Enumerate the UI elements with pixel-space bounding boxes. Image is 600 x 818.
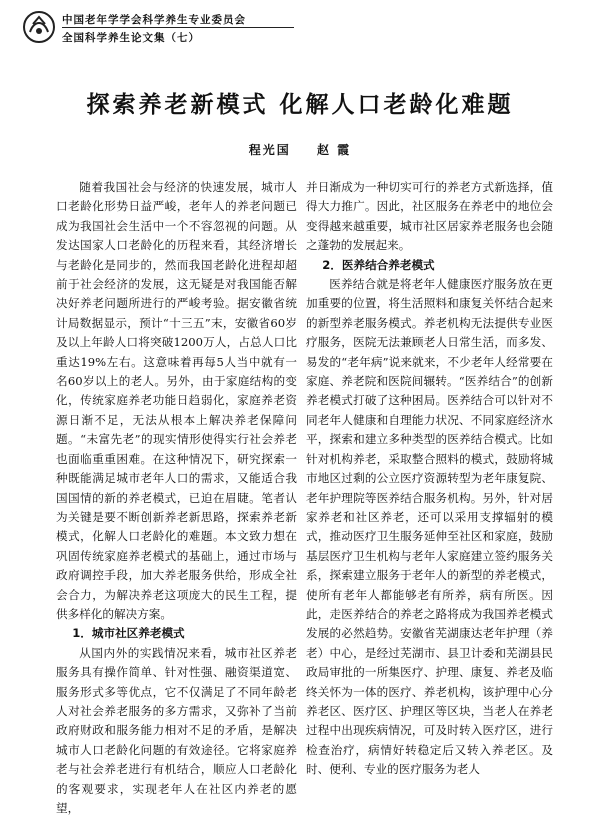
section-2-paragraph: 医养结合就是将老年人健康医疗服务放在更加重要的位置，将生活照料和康复关怀结合起来的新型养老服务模式。养老机构无法提供专业医疗服务，医院无法兼顾老人日常生活，而多发、易发的“老年病”说来就来，不少老年人经常要在家庭、养老院和医院间辗转。“医养结合”的创新养老模式打破了这种困局。医养结合可以针对不同老年人健康和自理能力状况、不同家庭经济水平，探索和建立多种类型的医养结合模式。比如针对机构养老，采取整合照料的模式，鼓励将城市地区过剩的公立医疗资源转型为老年康复院、老年护理院等医养结合服务机构。另外，针对居家养老和社区养老，还可以采用支撑辐射的模式，推动医疗卫生服务延伸至社区和家庭，鼓励基层医疗卫生机构与老年人家庭建立签约服务关系，探索建立服务于老年人的新型的养老模式，使所有老年人都能够老有所养，病有所医。因此，走医养结合的养老之路将成为我国养老模式发展的必然趋势。安徽省芜湖康达老年护理（养老）中心，是经过芜湖市、县卫计委和芜湖县民政局审批的一所集医疗、护理、康复、养老及临终关怀为一体的医疗、养老机构，该护理中心分养老区、医疗区、护理区等区块，当老人在养老过程中出现疾病情况，可及时转入医疗区，进行检查治疗，病情好转稳定后又转入养老区。及时、便利、专业的医疗服务为老人 bbox=[306, 277, 553, 777]
author-1: 程光国 bbox=[248, 143, 291, 157]
header-collection-name: 全国科学养生论文集（七） bbox=[62, 32, 200, 44]
section-heading-1: 1．城市社区养老模式 bbox=[72, 626, 185, 641]
emblem-icon bbox=[22, 10, 56, 44]
running-header bbox=[22, 8, 322, 44]
right-column bbox=[306, 178, 553, 777]
article-title: 探索养老新模式 化解人口老龄化难题 bbox=[86, 92, 514, 118]
left-column bbox=[56, 178, 297, 815]
author-2: 赵 霞 bbox=[317, 143, 352, 157]
header-rule bbox=[62, 27, 294, 28]
section-1-paragraph: 从国内外的实践情况来看，城市社区养老服务具有操作简单、针对性强、融资渠道宽、服务形式多等优点，它不仅满足了不同年龄老人对社会养老服务的多方需求，又弥补了当前政府财政和服务能力相对不足的矛盾，是解决城市人口老龄化问题的有效途径。它将家庭养老与社会养老进行有机结合，顺应人口老龄化的客观要求，实现老年人在社区内养老的愿望， bbox=[56, 645, 297, 815]
header-society-name: 中国老年学学会科学养生专业委员会 bbox=[62, 14, 246, 26]
article-authors bbox=[0, 141, 600, 158]
section-heading-2: 2．医养结合养老模式 bbox=[322, 257, 435, 272]
intro-paragraph: 随着我国社会与经济的快速发展，城市人口老龄化形势日益严峻，老年人的养老问题已成为我国社会生活中一个不容忽视的问题。从发达国家人口老龄化的历程来看，其经济增长与老龄化是同步的，然而我国老龄化进程却超前于社会经济的发展，这无疑是对我国能否解决好养老问题所进行的严峻考验。据安徽省统计局数据显示，预计“十三五”末，安徽省60岁及以上年龄人口将突破1200万人，占总人口比重达19%左右。这意味着再每5人当中就有一名60岁以上的老人。另外，由于家庭结构的变化，传统家庭养老功能日趋弱化，家庭养老资源日渐不足，无法从根本上解决养老保障问题。“未富先老”的现实情形使得实行社会养老也面临重重困难。在这种情况下，研究探索一种既能满足城市老年人口的需求，又能适合我国国情的新的养老模式，已迫在眉睫。笔者认为关键是要不断创新养老新思路，探索养老新模式，化解人口老龄化的难题。本文致力想在巩固传统家庭养老模式的基础上，通过市场与政府调控手段，加大养老服务供给，形成全社会合力，为解决养老这项庞大的民生工程，提供多样化的解决方案。 bbox=[56, 180, 297, 621]
section-1-continuation: 并日渐成为一种切实可行的养老方式新选择，值得大力推广。因此，社区服务在养老中的地位会变得越来越重要，城市社区居家养老服务也会随之蓬勃的发展起来。 bbox=[306, 180, 553, 253]
